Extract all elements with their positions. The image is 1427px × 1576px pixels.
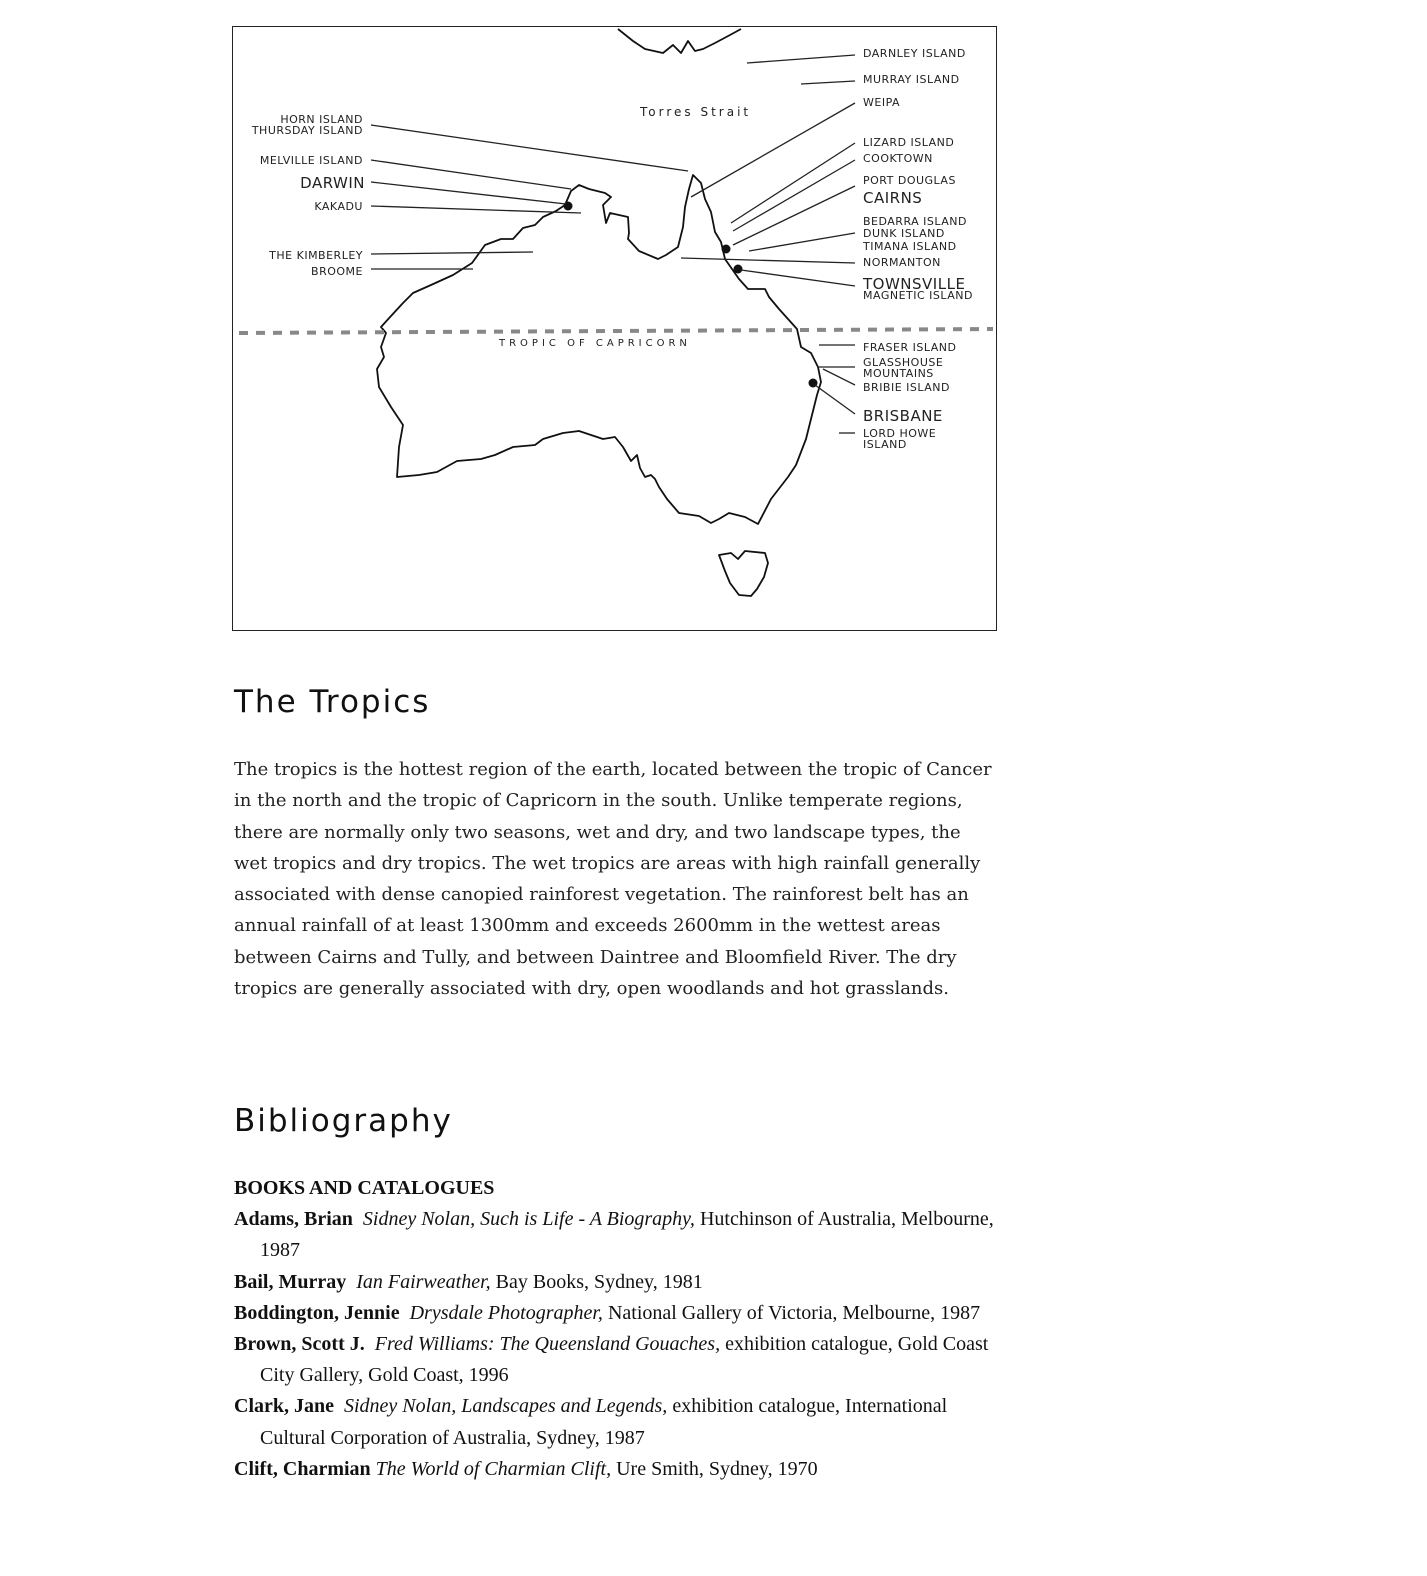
- brisbane-leader: [815, 385, 855, 414]
- entry-title: Ian Fairweather,: [356, 1270, 491, 1293]
- tasmania: [719, 551, 768, 596]
- lizard-island-label: LIZARD ISLAND: [863, 136, 955, 149]
- entry-author: Adams, Brian: [234, 1208, 353, 1231]
- bibliography-entry: [234, 1454, 1014, 1485]
- bibliography-heading: Bibliography: [234, 1103, 453, 1139]
- entry-publisher: exhibition catalogue, International Cultural Corporation of Australia, Sydney, 1987: [260, 1395, 948, 1449]
- entry-publisher: Bay Books, Sydney, 1981: [495, 1270, 703, 1293]
- thursday-island-label: THURSDAY ISLAND: [251, 124, 363, 137]
- books-and-catalogues-heading: BOOKS AND CATALOGUES: [234, 1177, 495, 1199]
- tropic-label: TROPIC OF CAPRICORN: [499, 338, 691, 349]
- entry-publisher: National Gallery of Victoria, Melbourne, 1987: [607, 1301, 981, 1324]
- lizard-island-leader: [731, 143, 855, 223]
- bibliography-list: [234, 1173, 1014, 1485]
- murray-island-label: MURRAY ISLAND: [863, 73, 960, 86]
- darwin-dot: [564, 202, 573, 211]
- darwin-label: DARWIN: [300, 174, 365, 192]
- melville-island-leader: [371, 160, 571, 189]
- broome-label: BROOME: [311, 265, 363, 278]
- townsville-label: TOWNSVILLE: [863, 275, 966, 293]
- fraser-island-label: FRASER ISLAND: [863, 341, 957, 354]
- bibliography-entry: [234, 1204, 1014, 1266]
- bibliography-entry: [234, 1267, 1014, 1298]
- entry-title: The World of Charmian Clift,: [375, 1457, 612, 1480]
- melville-island-label: MELVILLE ISLAND: [259, 154, 363, 167]
- map-svg: [233, 27, 998, 632]
- entry-title: Sidney Nolan, Such is Life - A Biography,: [362, 1208, 695, 1231]
- bedarra-island-label: BEDARRA ISLAND: [863, 215, 967, 228]
- entry-author: Boddington, Jennie: [234, 1301, 400, 1324]
- torres-strait-label: Torres Strait: [640, 105, 752, 119]
- kakadu-label: KAKADU: [314, 200, 363, 213]
- entry-author: Brown, Scott J.: [234, 1333, 365, 1356]
- darwin-leader: [371, 182, 566, 204]
- map-of-australia: [232, 26, 997, 631]
- darnley-island-label: DARNLEY ISLAND: [863, 47, 966, 60]
- lord-howe-label: LORD HOWE: [863, 427, 937, 440]
- dunk-island-leader: [749, 233, 855, 251]
- townsville-dot: [734, 265, 743, 274]
- magnetic-island-label: MAGNETIC ISLAND: [863, 289, 973, 302]
- entry-author: Bail, Murray: [234, 1270, 347, 1293]
- bribie-island-label: BRIBIE ISLAND: [863, 381, 951, 394]
- kimberley-label: THE KIMBERLEY: [269, 249, 363, 262]
- entry-publisher: Hutchinson of Australia, Melbourne, 1987: [260, 1208, 994, 1262]
- entry-title: Fred Williams: The Queensland Gouaches,: [374, 1333, 721, 1356]
- darnley-island-leader: [747, 55, 855, 63]
- dunk-island-label: DUNK ISLAND: [863, 227, 945, 240]
- entry-author: Clift, Charmian: [234, 1457, 371, 1480]
- thursday-island-leader: [371, 125, 688, 171]
- horn-island-label: HORN ISLAND: [280, 113, 363, 126]
- glasshouse-label: GLASSHOUSE: [863, 356, 944, 369]
- tropics-body: The tropics is the hottest region of the earth, located between the tropic of Cancer in the north and the tropic of Capricorn in the south. Unlike temperate regions, there are normally only two seasons, wet and dry, and two landscape types, the wet tropics and dry tropics. The wet tropics are areas with high rainfall generally associated with dense canopied rainforest vegetation. The rainforest belt has an annual rainfall of at least 1300mm and exceeds 2600mm in the wettest areas between Cairns and Tully, and between Daintree and Bloomfield River. The dry tropics are generally associated with dry, open woodlands and hot grasslands.: [234, 759, 992, 1000]
- brisbane-label: BRISBANE: [863, 407, 943, 425]
- bribie-island-leader: [823, 369, 855, 385]
- normanton-label: NORMANTON: [863, 256, 941, 269]
- tropic-of-capricorn-line: [239, 329, 993, 333]
- cooktown-label: COOKTOWN: [863, 152, 933, 165]
- entry-title: Drysdale Photographer,: [409, 1301, 603, 1324]
- tropics-heading: The Tropics: [234, 684, 431, 720]
- australia-mainland: [377, 175, 821, 524]
- new-guinea-coast: [618, 29, 741, 53]
- island-label: ISLAND: [863, 438, 907, 451]
- entry-author: Clark, Jane: [234, 1395, 334, 1418]
- mountains-label: MOUNTAINS: [863, 367, 934, 380]
- weipa-label: WEIPA: [863, 96, 901, 109]
- murray-island-leader: [801, 81, 855, 84]
- bibliography-entry: [234, 1329, 1014, 1391]
- bibliography-entry: [234, 1298, 1014, 1329]
- kakadu-leader: [371, 206, 581, 213]
- entry-publisher: Ure Smith, Sydney, 1970: [616, 1457, 818, 1480]
- entry-title: Sidney Nolan, Landscapes and Legends,: [344, 1395, 668, 1418]
- cairns-label: CAIRNS: [863, 189, 923, 207]
- bibliography-entry: [234, 1391, 1014, 1453]
- cairns-dot: [722, 245, 731, 254]
- entry-publisher: exhibition catalogue, Gold Coast City Gallery, Gold Coast, 1996: [260, 1333, 989, 1387]
- port-douglas-label: PORT DOUGLAS: [863, 174, 956, 187]
- timana-island-label: TIMANA ISLAND: [863, 240, 957, 253]
- townsville-leader: [741, 270, 855, 286]
